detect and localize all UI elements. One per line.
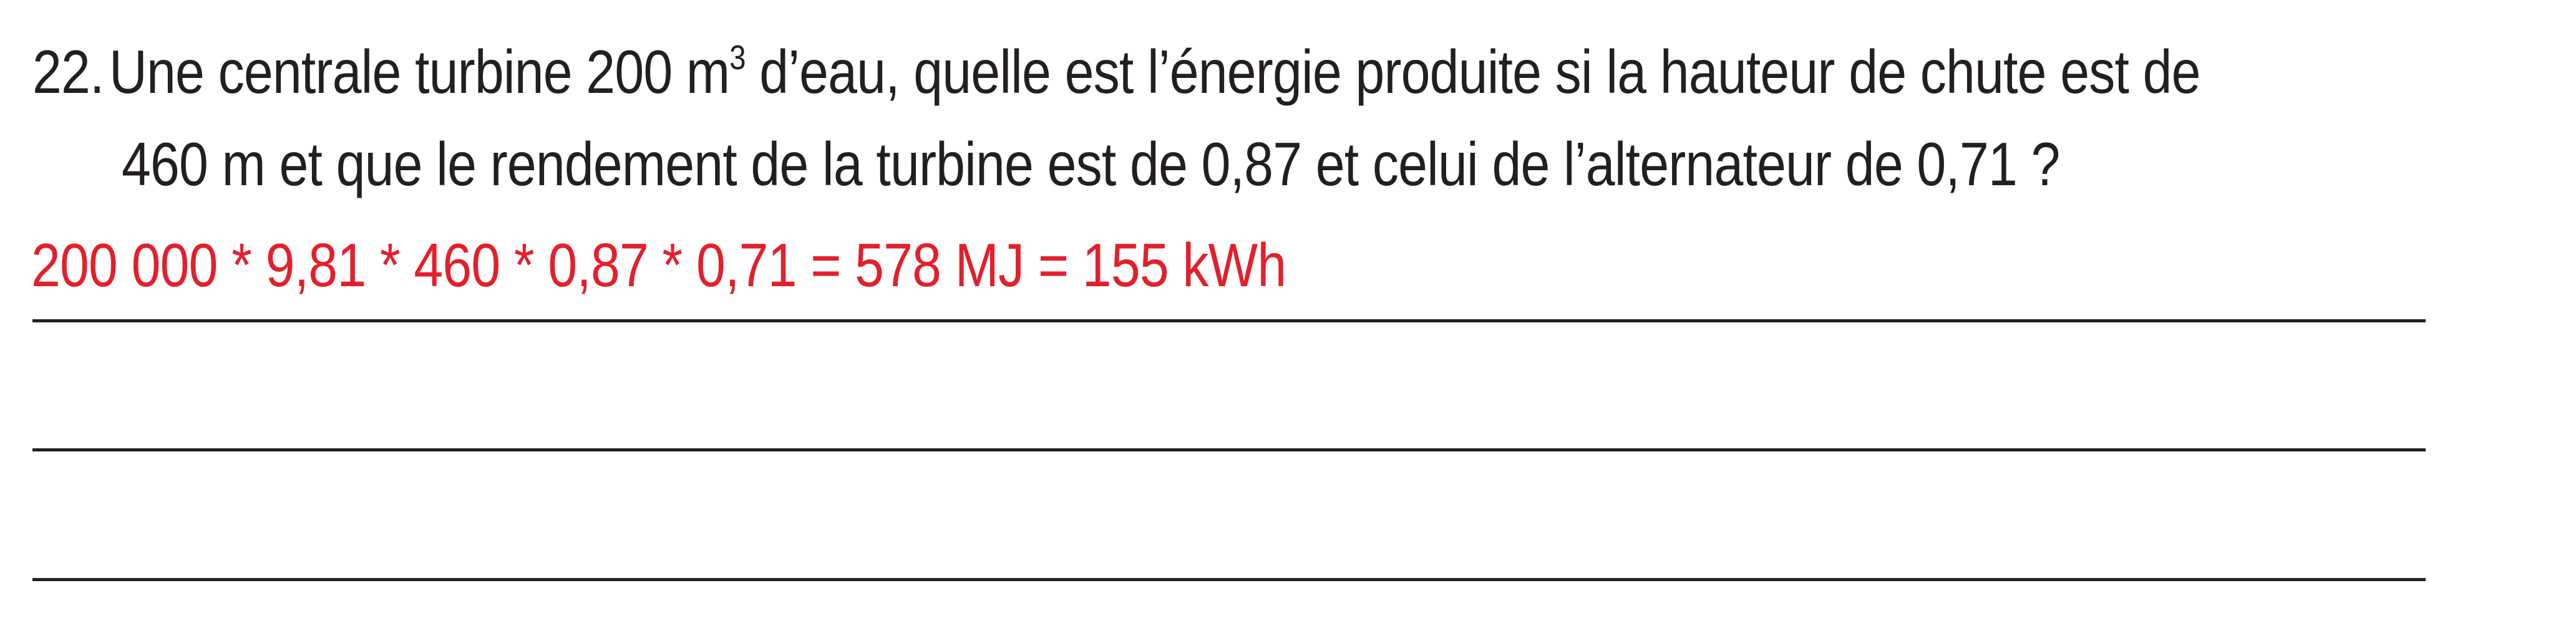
answer-calculation: 200 000 * 9,81 * 460 * 0,87 * 0,71 = 578 MJ = 155 kWh xyxy=(31,231,1286,299)
cubic-exponent: 3 xyxy=(729,38,746,77)
question-line-2: 460 m et que le rendement de la turbine est de 0,87 et celui de l’alternateur de 0,71 ? xyxy=(122,130,2060,198)
answer-line-2 xyxy=(32,448,2426,451)
answer-line-1 xyxy=(32,319,2426,322)
question-number: 22. xyxy=(32,37,104,106)
question-line-1 xyxy=(32,37,2200,106)
question-text-start: Une centrale turbine 200 m xyxy=(109,37,730,106)
answer-line-3 xyxy=(32,578,2426,581)
question-text-end: d’eau, quelle est l’énergie produite si la hauteur de chute est de xyxy=(745,37,2200,106)
